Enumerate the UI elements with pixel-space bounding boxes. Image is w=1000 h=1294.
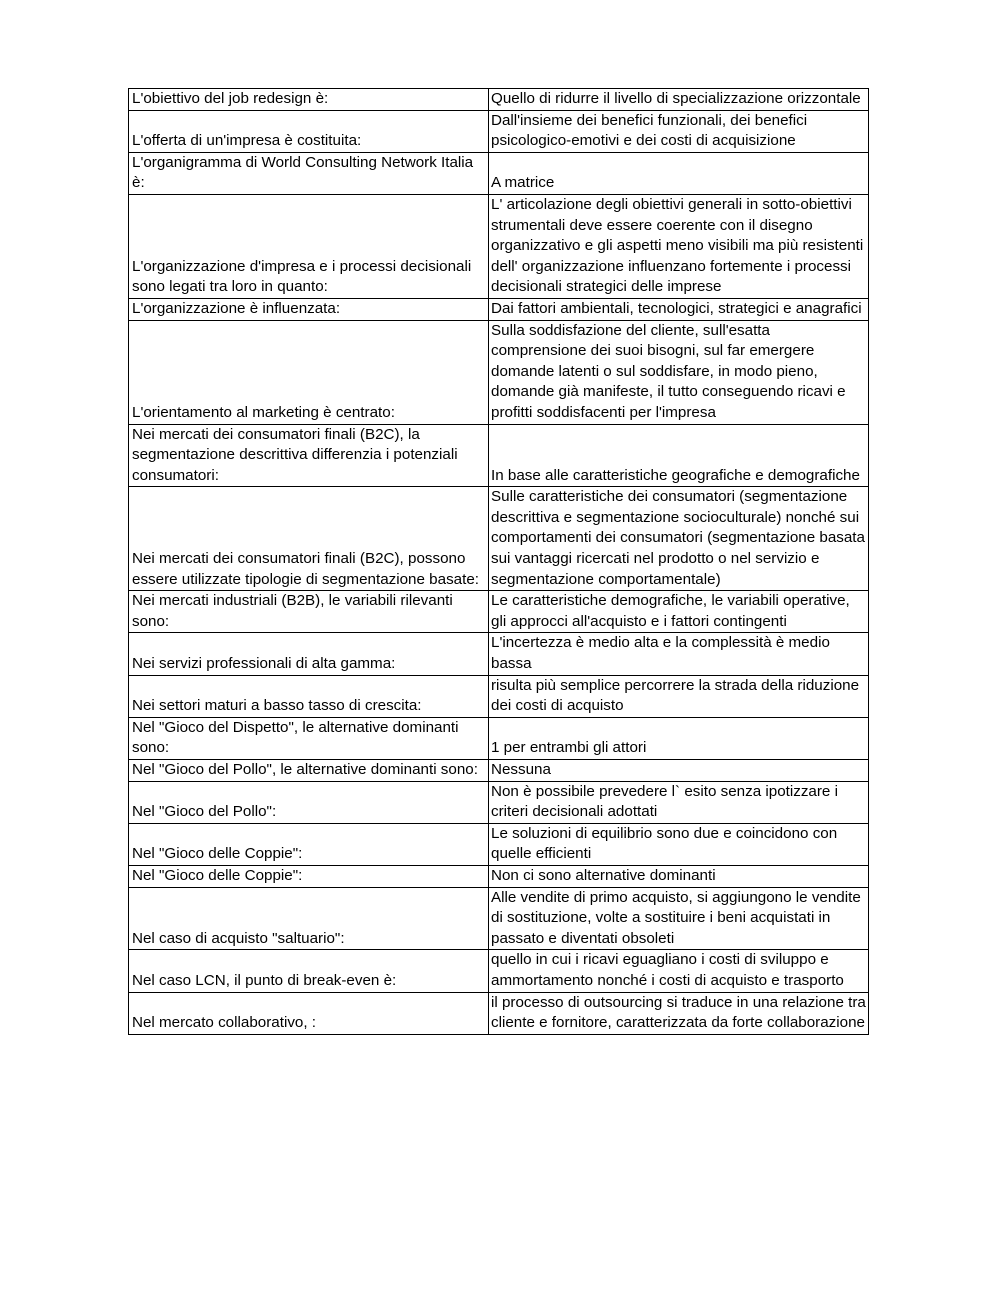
qa-table bbox=[128, 88, 869, 1035]
answer-cell: L' articolazione degli obiettivi generali in sotto-obiettivi strumentali deve essere coerente con il disegno organizzativo e gli aspetti meno visibili ma più resistenti dell' organizzazione influenzano fortemente i processi decisionali strategici delle imprese bbox=[489, 194, 869, 298]
question-cell: Nel caso LCN, il punto di break-even è: bbox=[129, 950, 489, 992]
answer-cell: L'incertezza è medio alta e la complessità è medio bassa bbox=[489, 633, 869, 675]
table-row bbox=[129, 992, 869, 1034]
question-cell: Nel "Gioco del Pollo", le alternative dominanti sono: bbox=[129, 760, 489, 782]
answer-cell: quello in cui i ricavi eguagliano i costi di sviluppo e ammortamento nonché i costi di acquisto e trasporto bbox=[489, 950, 869, 992]
table-row bbox=[129, 89, 869, 111]
answer-cell: il processo di outsourcing si traduce in una relazione tra cliente e fornitore, caratterizzata da forte collaborazione bbox=[489, 992, 869, 1034]
table-row bbox=[129, 298, 869, 320]
answer-cell: Dai fattori ambientali, tecnologici, strategici e anagrafici bbox=[489, 298, 869, 320]
table-row bbox=[129, 591, 869, 633]
question-cell: Nel mercato collaborativo, : bbox=[129, 992, 489, 1034]
table-row bbox=[129, 152, 869, 194]
table-row bbox=[129, 781, 869, 823]
question-cell: Nel "Gioco del Dispetto", le alternative dominanti sono: bbox=[129, 717, 489, 759]
table-row bbox=[129, 887, 869, 950]
question-cell: Nel "Gioco del Pollo": bbox=[129, 781, 489, 823]
table-row bbox=[129, 823, 869, 865]
question-cell: Nei servizi professionali di alta gamma: bbox=[129, 633, 489, 675]
question-cell: Nel caso di acquisto "saltuario": bbox=[129, 887, 489, 950]
answer-cell: In base alle caratteristiche geografiche e demografiche bbox=[489, 424, 869, 487]
question-cell: L'organizzazione è influenzata: bbox=[129, 298, 489, 320]
answer-cell: Le soluzioni di equilibrio sono due e coincidono con quelle efficienti bbox=[489, 823, 869, 865]
answer-cell: risulta più semplice percorrere la strada della riduzione dei costi di acquisto bbox=[489, 675, 869, 717]
question-cell: Nei mercati dei consumatori finali (B2C), la segmentazione descrittiva differenzia i potenziali consumatori: bbox=[129, 424, 489, 487]
answer-cell: Le caratteristiche demografiche, le variabili operative, gli approcci all'acquisto e i fattori contingenti bbox=[489, 591, 869, 633]
question-cell: L'organigramma di World Consulting Network Italia è: bbox=[129, 152, 489, 194]
table-row bbox=[129, 950, 869, 992]
answer-cell: Non è possibile prevedere l` esito senza ipotizzare i criteri decisionali adottati bbox=[489, 781, 869, 823]
table-row bbox=[129, 760, 869, 782]
table-row bbox=[129, 194, 869, 298]
table-row bbox=[129, 320, 869, 424]
answer-cell: 1 per entrambi gli attori bbox=[489, 717, 869, 759]
question-cell: L'organizzazione d'impresa e i processi decisionali sono legati tra loro in quanto: bbox=[129, 194, 489, 298]
question-cell: Nei mercati dei consumatori finali (B2C), possono essere utilizzate tipologie di segmentazione basate: bbox=[129, 487, 489, 591]
question-cell: Nel "Gioco delle Coppie": bbox=[129, 865, 489, 887]
table-row bbox=[129, 424, 869, 487]
question-cell: Nel "Gioco delle Coppie": bbox=[129, 823, 489, 865]
table-row bbox=[129, 865, 869, 887]
answer-cell: Non ci sono alternative dominanti bbox=[489, 865, 869, 887]
question-cell: Nei mercati industriali (B2B), le variabili rilevanti sono: bbox=[129, 591, 489, 633]
table-row bbox=[129, 675, 869, 717]
question-cell: L'offerta di un'impresa è costituita: bbox=[129, 110, 489, 152]
question-cell: L'orientamento al marketing è centrato: bbox=[129, 320, 489, 424]
answer-cell: Dall'insieme dei benefici funzionali, dei benefici psicologico-emotivi e dei costi di acquisizione bbox=[489, 110, 869, 152]
answer-cell: A matrice bbox=[489, 152, 869, 194]
answer-cell: Quello di ridurre il livello di specializzazione orizzontale bbox=[489, 89, 869, 111]
table-row bbox=[129, 487, 869, 591]
table-row bbox=[129, 110, 869, 152]
table-row bbox=[129, 633, 869, 675]
answer-cell: Sulla soddisfazione del cliente, sull'esatta comprensione dei suoi bisogni, sul far emergere domande latenti o sul soddisfare, in modo pieno, domande già manifeste, il tutto conseguendo ricavi e profitti soddisfacenti per l'impresa bbox=[489, 320, 869, 424]
qa-table-body bbox=[129, 89, 869, 1035]
question-cell: L'obiettivo del job redesign è: bbox=[129, 89, 489, 111]
table-row bbox=[129, 717, 869, 759]
question-cell: Nei settori maturi a basso tasso di crescita: bbox=[129, 675, 489, 717]
answer-cell: Sulle caratteristiche dei consumatori (segmentazione descrittiva e segmentazione socioculturale) nonché sui comportamenti dei consumatori (segmentazione basata sui vantaggi ricercati nel prodotto o nel servizio e segmentazione comportamentale) bbox=[489, 487, 869, 591]
answer-cell: Nessuna bbox=[489, 760, 869, 782]
answer-cell: Alle vendite di primo acquisto, si aggiungono le vendite di sostituzione, volte a sostituire i beni acquistati in passato e diventati obsoleti bbox=[489, 887, 869, 950]
